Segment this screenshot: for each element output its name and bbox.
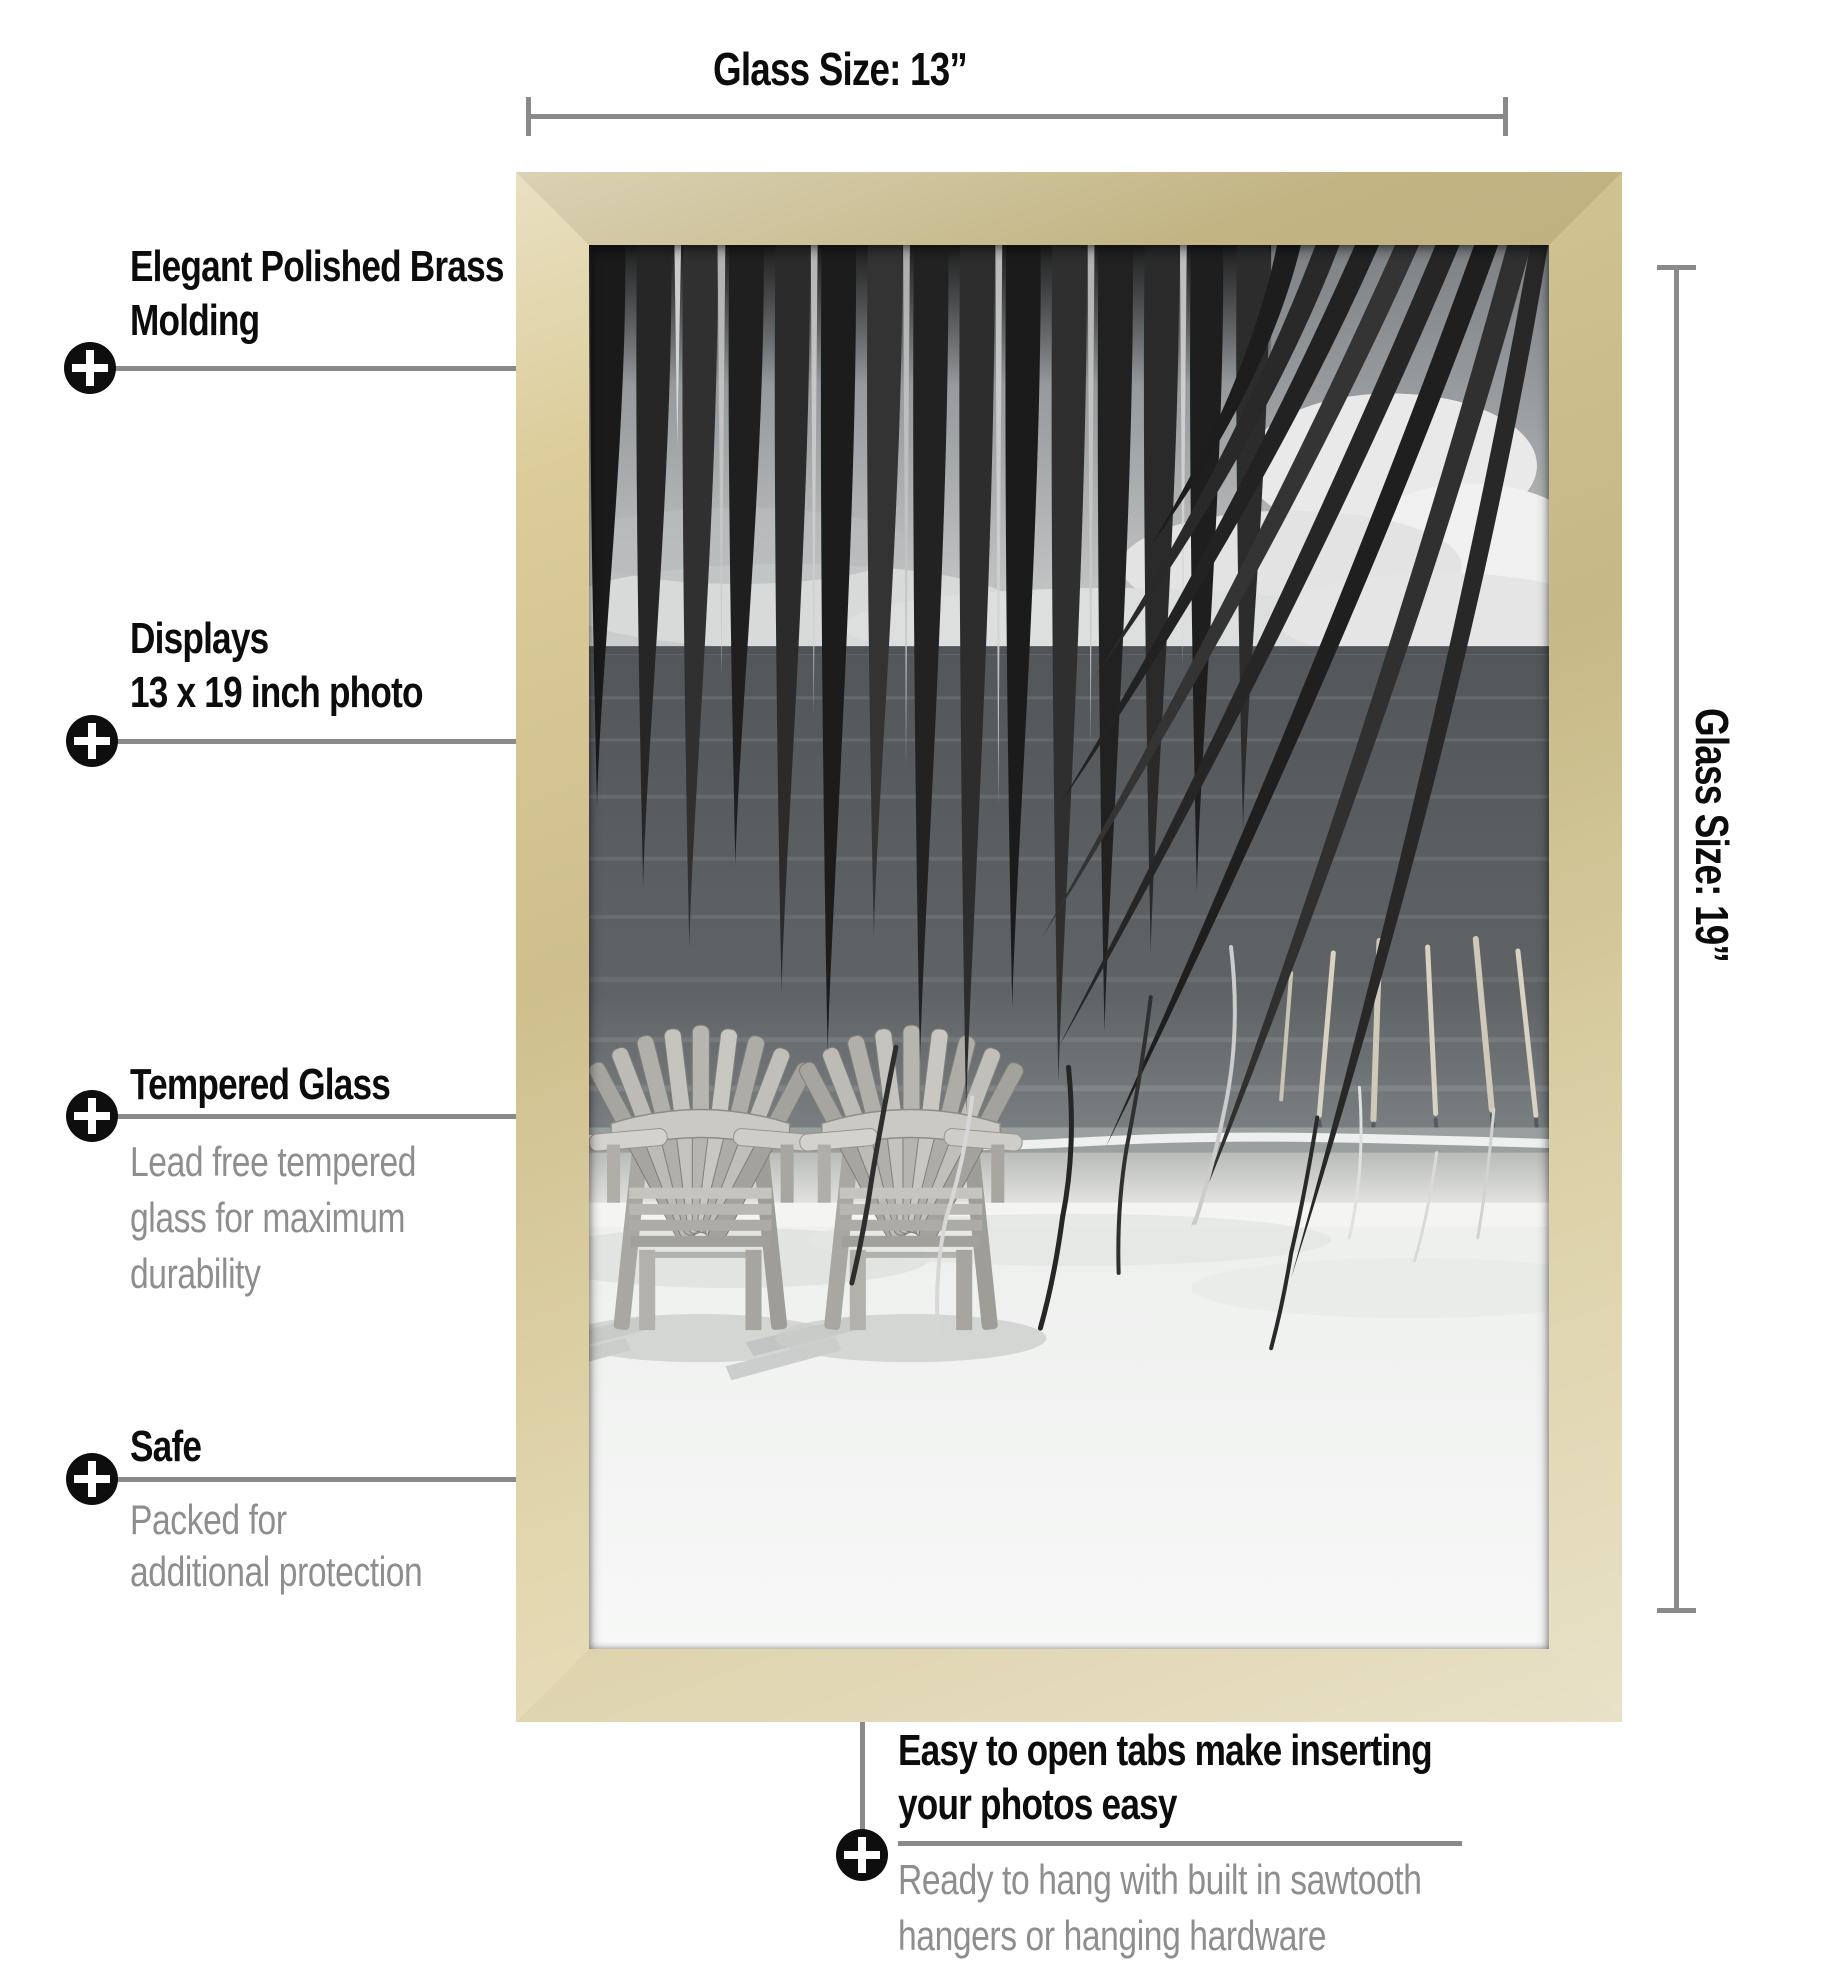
callout-tabs-title-line1: Easy to open tabs make inserting: [898, 1726, 1432, 1775]
callout-displays: [130, 612, 496, 720]
callout-tempered-body-line3: durability: [130, 1250, 261, 1297]
height-measure-tick-top: [1657, 265, 1696, 270]
callout-tabs-body: [898, 1852, 1552, 1964]
callout-tabs-body-line1: Ready to hang with built in sawtooth: [898, 1856, 1422, 1903]
callout-safe-body: [130, 1494, 495, 1598]
framed-photo: [589, 245, 1549, 1649]
plus-icon: [66, 715, 118, 767]
callout-tabs-title-line2: your photos easy: [898, 1780, 1177, 1829]
width-measure-tick-right: [1503, 97, 1508, 136]
plus-icon: [66, 1090, 118, 1142]
callout-tempered-glass: [130, 1058, 455, 1112]
plus-icon: [836, 1829, 888, 1881]
callout-displays-line: [92, 739, 516, 744]
callout-tempered-title: Tempered Glass: [130, 1060, 391, 1109]
callout-molding-line: [92, 366, 516, 371]
callout-tempered-body-line1: Lead free tempered: [130, 1138, 417, 1185]
width-measure-line: [528, 114, 1505, 119]
callout-tempered-body-line2: glass for maximum: [130, 1194, 406, 1241]
height-measure-line: [1674, 267, 1679, 1611]
height-measure-tick-bottom: [1657, 1608, 1696, 1613]
plus-icon: [66, 1453, 118, 1505]
callout-molding-title-line2: Molding: [130, 296, 260, 345]
callout-molding-title-line1: Elegant Polished Brass: [130, 242, 504, 291]
callout-safe-title: Safe: [130, 1422, 202, 1471]
callout-safe-body-line2: additional protection: [130, 1548, 423, 1595]
callout-safe-line: [92, 1477, 516, 1482]
picture-frame: [516, 172, 1622, 1722]
callout-displays-title-line2: 13 x 19 inch photo: [130, 668, 423, 717]
glass-height-label: Glass Size: 19”: [1686, 708, 1738, 962]
plus-icon: [64, 342, 116, 394]
callout-tempered-line: [92, 1114, 516, 1119]
callout-tabs-vertical-line: [860, 1722, 865, 1830]
callout-tabs-body-line2: hangers or hanging hardware: [898, 1912, 1327, 1959]
callout-tempered-body: [130, 1134, 488, 1302]
glass-width-label: Glass Size: 13”: [713, 43, 967, 95]
beach-photo-art: [589, 245, 1549, 1649]
width-measure-tick-left: [526, 97, 531, 136]
callout-tabs: [898, 1724, 1565, 1832]
callout-tabs-divider: [898, 1841, 1462, 1846]
callout-safe: [130, 1420, 219, 1474]
callout-displays-title-line1: Displays: [130, 614, 269, 663]
callout-safe-body-line1: Packed for: [130, 1496, 287, 1543]
